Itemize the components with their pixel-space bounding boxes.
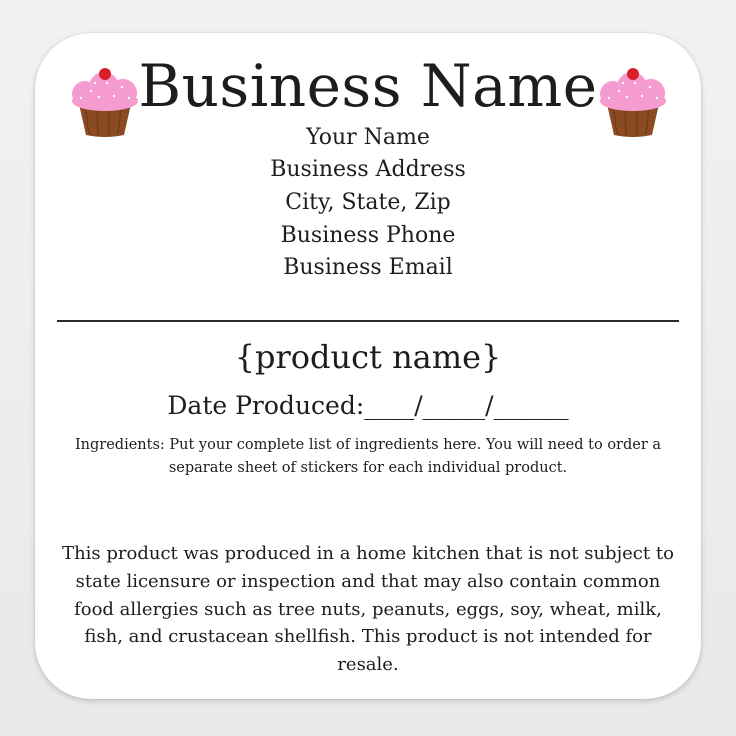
contact-city-state-zip: City, State, Zip [285,190,451,215]
contact-business-email: Business Email [283,255,453,280]
business-name-heading: Business Name [138,52,598,120]
ingredients-text: Ingredients: Put your complete list of ingredients here. You will need to order a separate sheet of stickers for each individual product. [74,437,662,476]
contact-your-name: Your Name [306,125,430,150]
divider-line [57,320,679,322]
contact-business-phone: Business Phone [280,223,456,248]
product-name: {product name} [234,338,502,376]
home-kitchen-disclaimer: This product was produced in a home kitchen that is not subject to state licensure or inspection and that may also contain common food allergies such as tree nuts, peanuts, eggs, soy, wheat, milk, fish, and crustacean shellfish. This product is not intended for resale. [62,543,674,676]
square-sticker-label [35,33,701,699]
contact-business-address: Business Address [270,157,466,182]
date-produced-field: Date Produced:____/_____/______ [167,391,569,420]
